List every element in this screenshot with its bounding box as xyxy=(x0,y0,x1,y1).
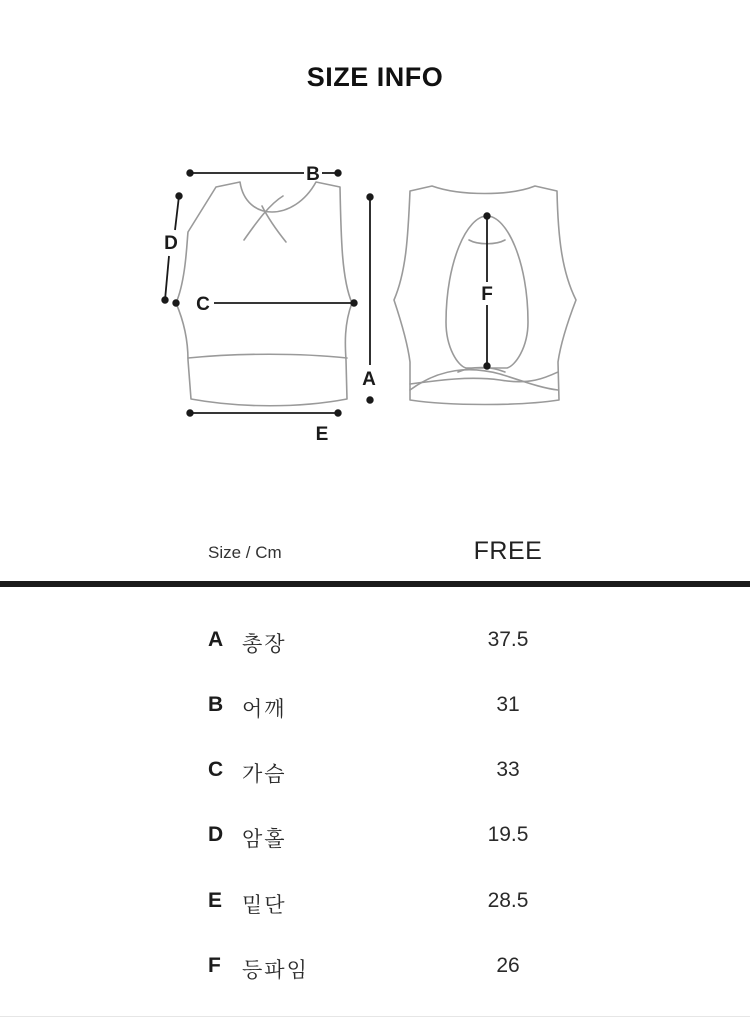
row-letter: C xyxy=(208,758,224,781)
dimension-d-dot-bottom xyxy=(162,297,168,303)
size-row-d xyxy=(0,815,750,855)
dimension-e-dot-left xyxy=(187,410,193,416)
row-letter: E xyxy=(208,889,223,912)
header-divider xyxy=(0,581,750,587)
size-row-a xyxy=(0,620,750,660)
dimension-label-e: E xyxy=(315,424,329,445)
dimension-d-line-bottom xyxy=(165,256,169,300)
row-letter: A xyxy=(208,628,224,651)
size-unit-header: Size / Cm xyxy=(208,543,282,562)
dimension-b-dot-left xyxy=(187,170,193,176)
dimension-label-c: C xyxy=(196,294,210,315)
dimension-label-a: A xyxy=(362,369,376,390)
dimension-f-dot-bottom xyxy=(484,363,490,369)
dimension-lines xyxy=(162,170,490,416)
row-label: 암홀 xyxy=(242,827,287,851)
row-value: 28.5 xyxy=(487,889,529,912)
row-value: 31 xyxy=(496,693,520,716)
dimension-b-dot-right xyxy=(335,170,341,176)
dimension-d-dot-top xyxy=(176,193,182,199)
size-name-header: FREE xyxy=(473,537,543,565)
size-row-e xyxy=(0,881,750,921)
row-label: 가슴 xyxy=(242,762,287,786)
row-letter: D xyxy=(208,823,224,846)
dimension-f-dot-top xyxy=(484,213,490,219)
row-letter: B xyxy=(208,693,224,716)
row-label: 밑단 xyxy=(242,893,287,917)
bottom-divider xyxy=(0,1016,750,1017)
dimension-c-dot-left xyxy=(173,300,179,306)
garment-diagram xyxy=(0,150,750,450)
dimension-label-f: F xyxy=(481,284,493,305)
row-label: 어깨 xyxy=(242,697,287,721)
row-value: 33 xyxy=(496,758,520,781)
page-title: SIZE INFO xyxy=(306,62,444,92)
row-value: 26 xyxy=(496,954,520,977)
dimension-d-line-top xyxy=(175,196,179,230)
dimension-e-dot-right xyxy=(335,410,341,416)
row-value: 37.5 xyxy=(487,628,529,651)
dimension-c-dot-right xyxy=(351,300,357,306)
row-label: 총장 xyxy=(242,632,287,656)
front-band-line xyxy=(188,354,347,358)
dimension-a-dot-top xyxy=(367,194,373,200)
size-row-b xyxy=(0,685,750,725)
dimension-label-d: D xyxy=(164,233,178,254)
dimension-label-b: B xyxy=(306,164,320,185)
size-row-f xyxy=(0,946,750,986)
size-row-c xyxy=(0,750,750,790)
row-letter: F xyxy=(208,954,221,977)
row-label: 등파임 xyxy=(242,958,309,982)
dimension-a-dot-bottom xyxy=(367,397,373,403)
row-value: 19.5 xyxy=(487,823,529,846)
